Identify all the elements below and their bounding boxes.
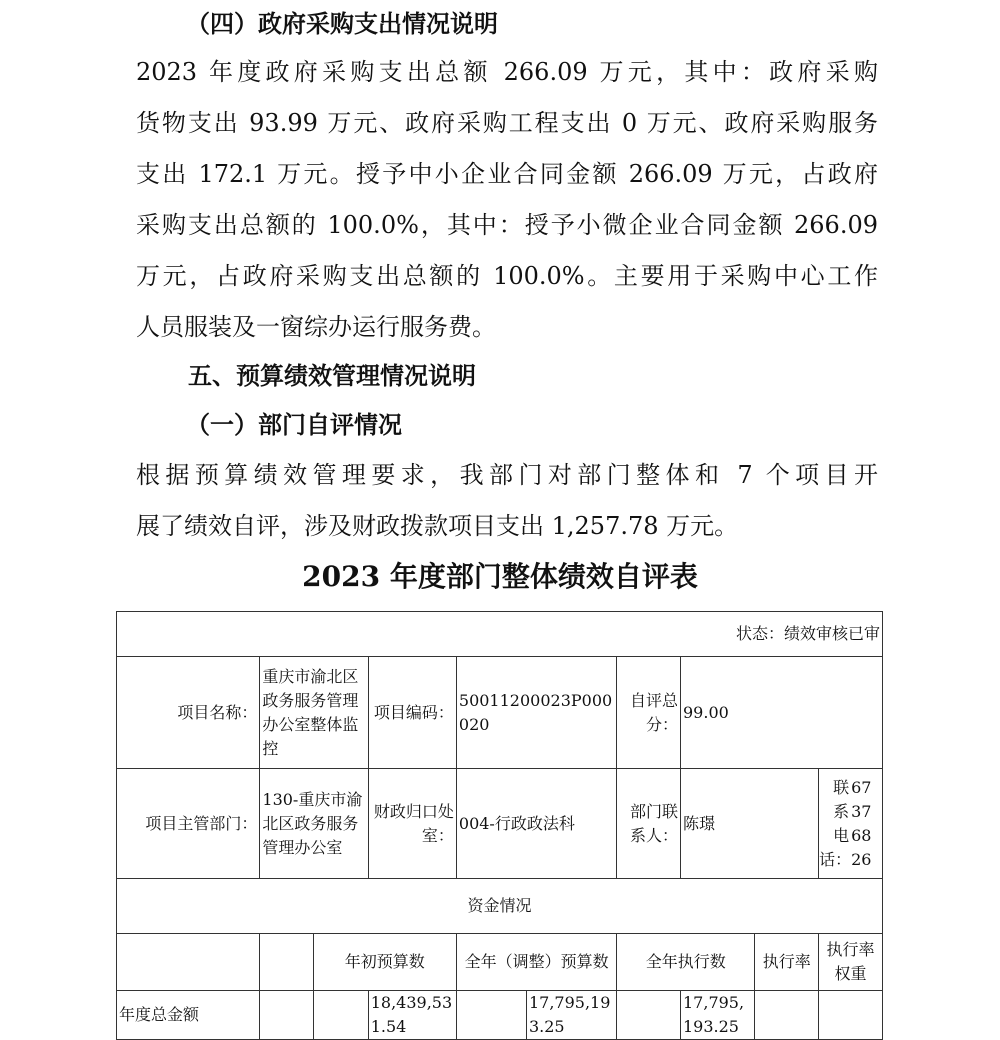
project-code-value: 50011200023P000020 [456,657,616,769]
table-row [117,612,883,657]
table-row [117,879,883,934]
paragraph-line: 万元，占政府采购支出总额的 100.0%。主要用于采购中心工作 [136,262,878,290]
phone-group [819,769,883,879]
status-cell: 状态：绩效审核已审 [117,612,883,657]
self-score-value: 99.00 [681,657,883,769]
table-row [117,657,883,769]
empty-cell [755,991,819,1040]
table-row [117,769,883,879]
column-header: 年初预算数 [313,934,456,991]
finance-office-label: 财政归口处室： [368,769,456,879]
column-header: 执行率 [755,934,819,991]
empty-cell [313,991,368,1040]
finance-office-value: 004-行政政法科 [456,769,616,879]
contact-label: 部门联系人： [617,769,681,879]
empty-cell [456,991,526,1040]
project-name-label: 项目名称： [117,657,260,769]
paragraph-line: 根据预算绩效管理要求，我部门对部门整体和 7 个项目开 [136,461,878,489]
self-score-label: 自评总分： [617,657,681,769]
column-header [260,934,313,991]
section-five-heading: 五、预算绩效管理情况说明 [188,361,476,390]
paragraph-line: 人员服装及一窗综办运行服务费。 [136,313,496,341]
column-header: 执行率权重 [819,934,883,991]
contact-value: 陈璟 [681,769,819,879]
section-five-sub-heading: （一）部门自评情况 [186,410,402,439]
column-header [117,934,260,991]
table-row [117,991,883,1040]
paragraph-line: 支出 172.1 万元。授予中小企业合同金额 266.09 万元，占政府 [136,160,878,188]
phone-value: 67376826 [851,777,872,869]
paragraph-line: 货物支出 93.99 万元、政府采购工程支出 0 万元、政府采购服务 [136,109,878,137]
self-evaluation-table [116,611,883,1040]
initial-budget-value: 18,439,531.54 [368,991,456,1040]
column-header: 全年（调整）预算数 [456,934,616,991]
section-four-heading: （四）政府采购支出情况说明 [186,9,498,38]
table-row [117,934,883,991]
paragraph-line: 展了绩效自评，涉及财政拨款项目支出 1,257.78 万元。 [136,512,739,540]
empty-cell [819,991,883,1040]
dept-label: 项目主管部门： [117,769,260,879]
paragraph-line: 2023 年度政府采购支出总额 266.09 万元，其中：政府采购 [136,58,878,86]
funds-header: 资金情况 [117,879,883,934]
empty-cell [617,991,681,1040]
executed-value: 17,795,193.25 [681,991,755,1040]
phone-label: 联系电话： [819,777,852,869]
empty-cell [260,991,313,1040]
adjusted-budget-value: 17,795,193.25 [526,991,616,1040]
column-header: 全年执行数 [617,934,755,991]
project-code-label: 项目编码： [368,657,456,769]
paragraph-line: 采购支出总额的 100.0%，其中：授予小微企业合同金额 266.09 [136,211,878,239]
row-label: 年度总金额 [117,991,260,1040]
dept-value: 130-重庆市渝北区政务服务管理办公室 [260,769,368,879]
project-name-value: 重庆市渝北区政务服务管理办公室整体监控 [260,657,368,769]
table-title: 2023 年度部门整体绩效自评表 [302,560,698,593]
